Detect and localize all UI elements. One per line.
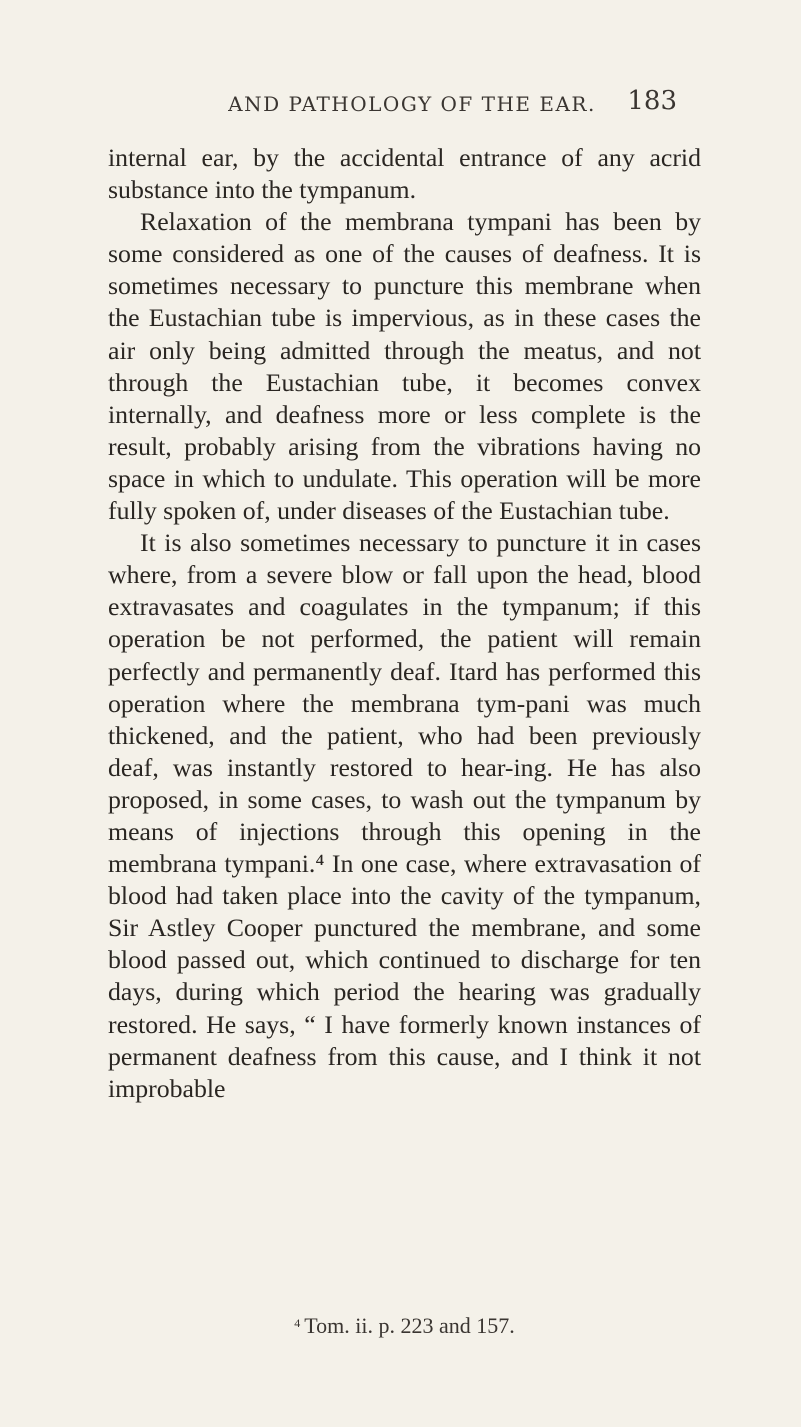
body-text	[108, 142, 701, 1105]
footnote-text: Tom. ii. p. 223 and 157.	[304, 1313, 515, 1338]
footnote	[108, 1313, 701, 1339]
paragraph-relaxation: Relaxation of the membrana tympani has been by some considered as one of the causes of deafness. It is sometimes necessary to puncture this membrane when the Eustachian tube is impervious, as in these cases the air only being admitted through the meatus, and not through the Eustachian tube, it becomes convex internally, and deafness more or less complete is the result, probably arising from the vibrations having no space in which to undulate. This operation will be more fully spoken of, under diseases of the Eustachian tube.	[108, 207, 701, 526]
paragraph-continuation: internal ear, by the accidental entrance of any acrid substance into the tympanum.	[108, 143, 701, 205]
paragraph-puncture: It is also sometimes necessary to puncture it in cases where, from a severe blow or fall upon the head, blood extravasates and coagulates in the tympanum; if this operation be not performed, the patient will remain perfectly and permanently deaf. Itard has performed this operation where the membrana tym-pani was much thickened, and the patient, who had been previously deaf, was instantly restored to hear-ing. He has also proposed, in some cases, to wash out the tympanum by means of injections through this opening in the membrana tympani.⁴ In one case, where extravasation of blood had taken place into the cavity of the tympanum, Sir Astley Cooper punctured the membrane, and some blood passed out, which continued to discharge for ten days, during which period the hearing was gradually restored. He says, “ I have formerly known instances of permanent deafness from this cause, and I think it not improbable	[108, 528, 701, 1103]
running-head: AND PATHOLOGY OF THE EAR.	[228, 92, 596, 116]
footnote-marker: 4	[294, 1316, 301, 1330]
page-number: 183	[627, 86, 677, 116]
